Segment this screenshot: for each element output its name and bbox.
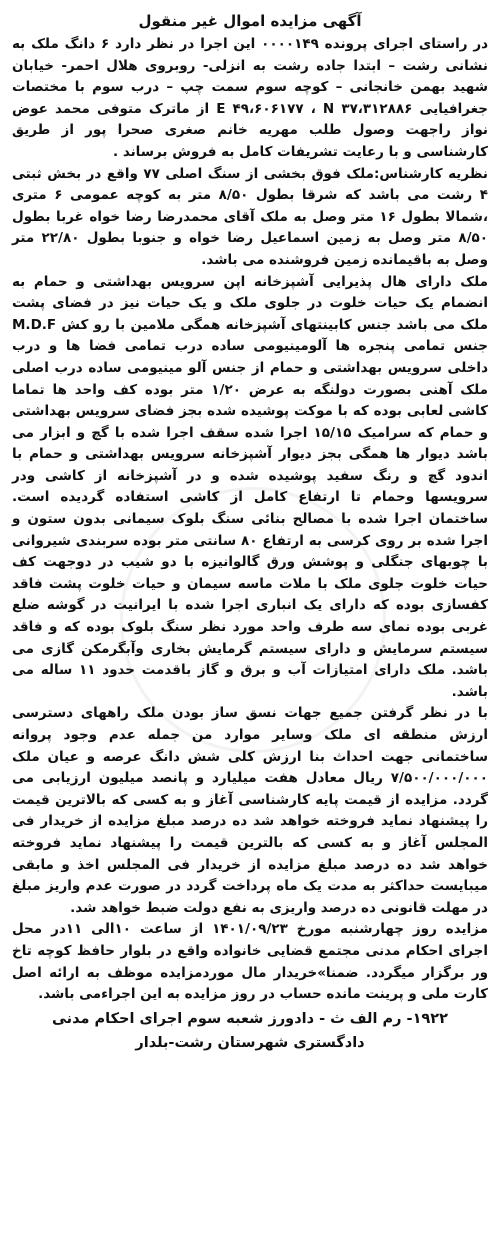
footer-signature: ۱۹۲۲- رم الف ث - دادورز شعبه سوم اجرای احکام مدنی: [52, 1010, 448, 1027]
intro-paragraph: در راستای اجرای پرونده ۰۰۰۰۱۴۹ این اجرا در نظر دارد ۶ دانگ ملک به نشانی رشت – ابتدا جاده رشت به انزلی- روبروی هلال احمر- خیابان شهید بهمن خانجانی – کوچه سوم سمت چپ – درب سوم با مختصات جغرافیایی E ۴۹،۶۰۶۱۷۷ ، N ۳۷،۳۱۲۸۸۶ از ماترک متوفی محمد عوض نواز راجهت وصول طلب مهریه خانم صغری صحرا پور از طریق کارشناسی و با رعایت تشریفات کامل به فروش برساند .: [12, 36, 489, 160]
property-description-paragraph: ملک دارای هال پذیرایی آشپزخانه اپن سرویس بهداشتی و حمام به انضمام یک حیات خلوت در جلوی ملک و یک حیات نیز در فضای پشت ملک می باشد جنس کابینتهای آشپزخانه همگی ملامین با رو کش M.D.F جنس تمامی پنجره ها آلومینیومی ساده درب تمامی فضا ها و درب داخلی سرویس بهداشتی و حمام از جنس آلو مینیومی ساده درب اصلی ملک آهنی بصورت دولنگه به عرض ۱/۲۰ متر بوده کف واحد ها تماما کاشی لعابی بوده که با موکت پوشیده شده بجز فضای سرویس بهداشتی و حمام که سرامیک ۱۵/۱۵ اجرا شده سقف اجرا شده با گچ و ابزار می باشد دیوار ها همگی بجز دیوار آشپزخانه سرویس بهداشتی و حمام با اندود گچ و رنگ سفید پوشیده شده و در آشپزخانه از کاشی ودر سرویسها وحمام تا ارتفاع کامل از کاشی استفاده گردیده است. ساختمان اجرا شده با مصالح بنائی سنگ بلوک سیمانی بدون ستون و اجرا شده بر روی کرسی به ارتفاع ۸۰ سانتی متر بوده سربندی شیروانی با چوبهای جنگلی و پوشش ورق گالوانیزه با دو شیب در دوجهت کف حیات خلوت جلوی ملک با ملات ماسه سیمان و حیات خلوت پشت فاقد کفسازی بوده که دارای یک انباری اجرا شده با ایرانیت در گوشه ضلع غربی بوده نمای سه طرف واحد مورد نظر سنگ بلوک بوده که و فاقد سیستم سرمایش و دارای سیستم گرمایش بخاری وآبگرمکن گازی می باشد. ملک دارای امتیازات آب و برق و گاز باقدمت حدود ۱۱ ساله می باشد.: [12, 273, 489, 700]
notice-title: آگهی مزایده اموال غیر منقول: [138, 12, 362, 30]
auction-time-paragraph: مزایده روز چهارشنبه مورخ ۱۴۰۱/۰۹/۲۳ از ساعت ۱۰الی ۱۱در محل اجرای احکام مدنی مجتمع قضایی خانواده واقع در بلوار حافظ کوچه تاخ ور برگزار میگردد. ضمنا»خریدار مال موردمزایده موظف به ارائه اصل کارت ملی و پرینت مانده حساب در روز مزایده به این اجراءمی باشد.: [12, 921, 488, 1003]
valuation-paragraph: با در نظر گرفتن جمیع جهات نسق ساز بودن ملک راههای دسترسی ارزش منطقه ای ملک وسایر موارد من جمله عدم وجود پروانه ساختمانی جهت احداث بنا ارزش کلی شش دانگ عرصه و عیان ملک ۷/۵۰۰/۰۰۰/۰۰۰ ریال معادل هفت میلیارد و پانصد میلیون ارزیابی می گردد. مزایده از قیمت پایه کارشناسی آغاز و به کسی که بالاترین قیمت را پیشنهاد نماید فروخته خواهد شد ده درصد مبلغ مزایده از خریدار فی المجلس آغاز و به کسی که بالترین قیمت را پیشنهاد نماید فروخته خواهد شد ده درصد مبلغ مزایده از خریدار فی المجلس اخذ و مابقی میبایست حداکثر به مدت یک ماه پرداخت گردد در صورت عدم واریز مبلغ در مهلت قانونی ده درصد واریزی به نفع دولت ضبط خواهد شد.: [12, 705, 488, 916]
expert-opinion-paragraph: نظریه کارشناس:ملک فوق بخشی از سنگ اصلی ۷۷ واقع در بخش ثبتی ۴ رشت می باشد که شرقا بطول ۸/۵۰ متر به کوچه عمومی ۶ متری ،شمالا بطول ۱۶ متر وصل به ملک آقای محمدرضا رضا خواه غربا بطول ۸/۵۰ متر وصل به زمین اسماعیل رضا خواه و جنوبا بطول ۲۲/۸۰ متر وصل به باقیمانده زمین فروشنده می باشد.: [12, 165, 488, 268]
footer-court: دادگستری شهرستان رشت-بلدار: [135, 1034, 365, 1051]
